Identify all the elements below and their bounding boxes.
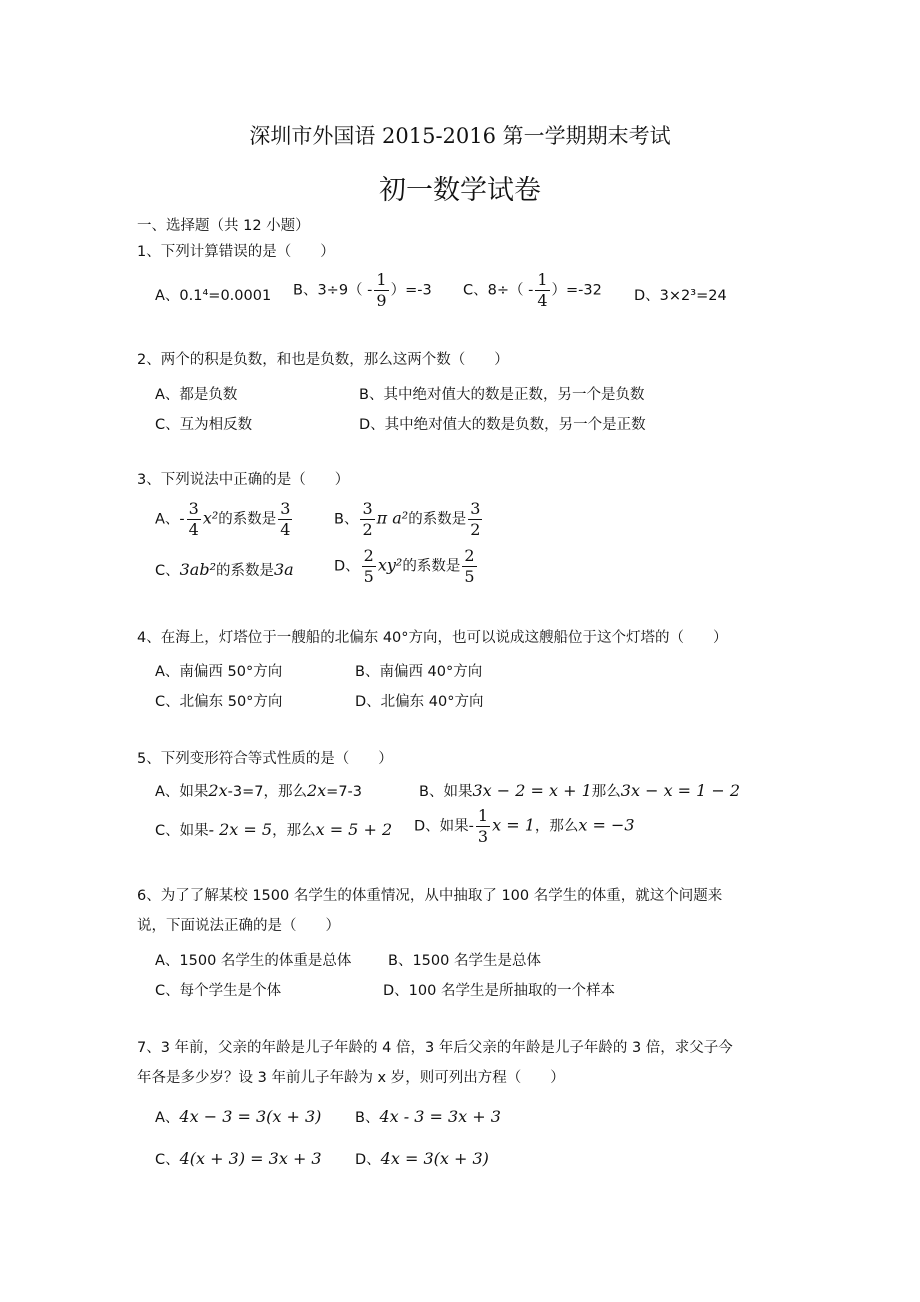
question-4-stem: 4、在海上，灯塔位于一艘船的北偏东 40°方向，也可以说成这艘船位于这个灯塔的（ ） <box>137 630 728 646</box>
q1-b-suffix: ）=-3 <box>390 282 432 299</box>
q3-b-value-num: 3 <box>470 499 481 518</box>
q7-option-a <box>155 1106 321 1127</box>
question-6-stem-line1: 6、为了了解某校 1500 名学生的体重情况，从中抽取了 100 名学生的体重，就这个问题来 <box>137 888 723 904</box>
exam-subtitle: 初一数学试卷 <box>379 175 541 206</box>
q1-c-num: 1 <box>537 270 548 289</box>
q1-c-prefix: C、8÷（ - <box>463 282 534 299</box>
q7-d-prefix: D、 <box>355 1152 381 1168</box>
q3-d-prefix: D、 <box>334 558 360 575</box>
q3-c-text: 的系数是 <box>216 563 274 579</box>
q3-b-text: 的系数是 <box>408 511 467 528</box>
q1-b-den: 9 <box>376 291 387 310</box>
question-7-stem-line2: 年各是多少岁？设 3 年前儿子年龄为 x 岁，则可列出方程（ ） <box>137 1070 565 1086</box>
question-7-stem-line1: 7、3 年前，父亲的年龄是儿子年龄的 4 倍，3 年后父亲的年龄是儿子年龄的 3 倍，求父子今 <box>137 1040 733 1056</box>
q3-option-d <box>334 546 479 587</box>
q5-c-expr2: x = 5 + 2 <box>315 820 393 839</box>
section-heading: 一、选择题（共 12 小题） <box>137 218 310 234</box>
q1-b-num: 1 <box>376 270 387 289</box>
q7-d-equation: 4x = 3(x + 3) <box>380 1149 489 1168</box>
q2-option-a: A、都是负数 <box>155 387 238 403</box>
q7-a-prefix: A、 <box>155 1110 180 1126</box>
q7-option-c <box>155 1148 322 1169</box>
q3-b-fraction <box>360 499 374 540</box>
q5-option-a <box>155 780 362 801</box>
q7-a-equation: 4x − 3 = 3(x + 3) <box>179 1107 322 1126</box>
q1-option-d: D、3×2³=24 <box>634 288 727 304</box>
q4-option-a: A、南偏西 50°方向 <box>155 664 283 680</box>
q4-option-b: B、南偏西 40°方向 <box>355 664 483 680</box>
q6-option-c: C、每个学生是个体 <box>155 983 282 999</box>
q7-c-equation: 4(x + 3) = 3x + 3 <box>179 1149 322 1168</box>
q3-d-value-num: 2 <box>464 546 475 565</box>
q3-b-den: 2 <box>362 520 373 539</box>
q7-option-d <box>355 1148 489 1169</box>
q5-b-expr1: 3x − 2 = x + 1 <box>472 781 592 800</box>
q3-b-value <box>468 499 482 540</box>
q1-option-a: A、0.1⁴=0.0001 <box>155 288 272 304</box>
q3-d-value <box>462 546 476 587</box>
q3-a-prefix: A、- <box>155 511 185 528</box>
q3-d-num: 2 <box>363 546 374 565</box>
q3-d-fraction <box>362 546 376 587</box>
q5-option-b <box>419 780 740 801</box>
q4-option-d: D、北偏东 40°方向 <box>355 694 484 710</box>
q1-b-fraction <box>374 270 388 311</box>
q2-option-d: D、其中绝对值大的数是负数，另一个是正数 <box>359 417 646 433</box>
q1-c-suffix: ）=-32 <box>551 282 602 299</box>
q5-d-text: ，那么 <box>534 818 579 835</box>
q3-a-fraction <box>187 499 201 540</box>
q1-c-den: 4 <box>537 291 548 310</box>
question-1-stem: 1、下列计算错误的是（ ） <box>137 244 335 260</box>
q6-option-a: A、1500 名学生的体重是总体 <box>155 953 352 969</box>
q5-d-num: 1 <box>477 806 489 825</box>
q3-a-text: 的系数是 <box>218 511 277 528</box>
question-3-stem: 3、下列说法中正确的是（ ） <box>137 472 350 488</box>
q7-b-prefix: B、 <box>355 1110 380 1126</box>
q4-option-c: C、北偏东 50°方向 <box>155 694 283 710</box>
q3-d-term: xy² <box>377 555 403 575</box>
q5-option-c <box>155 819 392 840</box>
q5-c-text: ，那么 <box>272 823 316 839</box>
q5-a-expr4: =7-3 <box>326 784 363 800</box>
q5-c-prefix: C、如果 <box>155 823 209 839</box>
q1-option-b <box>293 270 432 311</box>
question-6-stem-line2: 说，下面说法正确的是（ ） <box>137 918 340 934</box>
q5-a-expr1: 2x <box>208 781 228 800</box>
q3-d-den: 5 <box>363 567 374 586</box>
q5-a-expr3: 2x <box>306 781 327 800</box>
q1-b-prefix: B、3÷9（ - <box>293 282 373 299</box>
q3-b-value-den: 2 <box>470 520 481 539</box>
q3-option-c <box>155 559 294 580</box>
q5-a-expr2: -3=7，那么 <box>227 784 307 800</box>
q3-b-num: 3 <box>362 499 373 518</box>
q3-c-value: 3a <box>274 560 294 579</box>
q3-d-value-den: 5 <box>464 567 475 586</box>
q5-d-prefix: D、如果- <box>414 818 474 835</box>
exam-title: 深圳市外国语 2015-2016 第一学期期末考试 <box>249 124 671 148</box>
q6-option-d: D、100 名学生是所抽取的一个样本 <box>383 983 615 999</box>
q3-a-value-den: 4 <box>280 520 291 539</box>
q3-a-value-num: 3 <box>280 499 291 518</box>
q3-option-b <box>334 499 484 540</box>
q3-b-prefix: B、 <box>334 511 359 528</box>
q2-option-b: B、其中绝对值大的数是正数，另一个是负数 <box>359 387 645 403</box>
q5-b-text: 那么 <box>591 784 621 800</box>
q3-a-den: 4 <box>188 520 199 539</box>
q5-d-expr1: x = 1 <box>492 815 535 835</box>
q5-b-expr2: 3x − x = 1 − 2 <box>620 781 741 800</box>
q3-b-term: π a² <box>376 508 409 528</box>
q3-a-value <box>278 499 292 540</box>
q5-option-d <box>414 806 635 847</box>
q2-option-c: C、互为相反数 <box>155 417 253 433</box>
q7-option-b <box>355 1106 501 1127</box>
question-5-stem: 5、下列变形符合等式性质的是（ ） <box>137 751 393 767</box>
q5-d-fraction <box>476 806 490 847</box>
q3-c-prefix: C、 <box>155 563 180 579</box>
q7-c-prefix: C、 <box>155 1152 180 1168</box>
q3-d-text: 的系数是 <box>402 558 461 575</box>
q5-b-prefix: B、如果 <box>419 784 473 800</box>
q1-option-c <box>463 270 602 311</box>
q7-b-equation: 4x - 3 = 3x + 3 <box>379 1107 501 1126</box>
q3-a-num: 3 <box>188 499 199 518</box>
q5-d-expr2: x = −3 <box>578 815 635 835</box>
q3-option-a <box>155 499 294 540</box>
q5-c-expr1: - 2x = 5 <box>208 820 273 839</box>
q6-option-b: B、1500 名学生是总体 <box>388 953 541 969</box>
q1-c-fraction <box>535 270 549 311</box>
q3-c-term: 3ab² <box>179 560 216 579</box>
question-2-stem: 2、两个的积是负数，和也是负数，那么这两个数（ ） <box>137 352 509 368</box>
q5-a-prefix: A、如果 <box>155 784 209 800</box>
q3-a-term: x² <box>202 508 219 528</box>
q5-d-den: 3 <box>477 827 489 846</box>
